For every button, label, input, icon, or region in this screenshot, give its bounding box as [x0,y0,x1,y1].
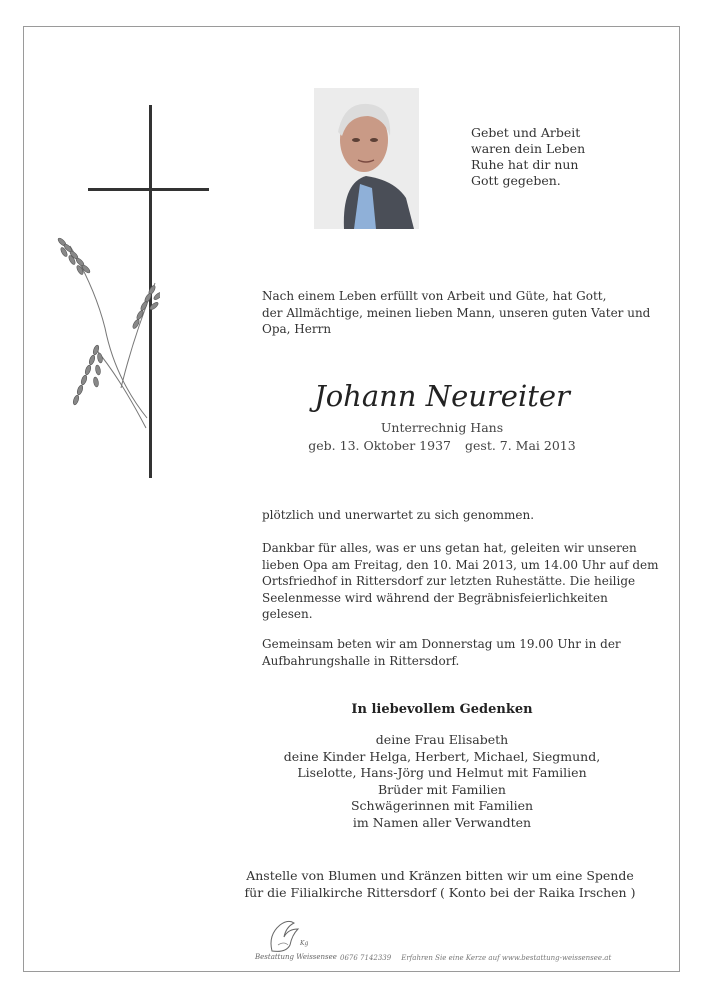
family-line: Liselotte, Hans-Jörg und Helmut mit Familien [297,765,587,780]
paragraph-line: gelesen. [262,607,313,621]
deceased-nickname: Unterrechnig Hans [380,420,504,435]
verse-line: Gott gegeben. [471,173,561,188]
intro-line: der Allmächtige, meinen lieben Mann, unseren guten Vater und [262,305,651,320]
family-line: Brüder mit Familien [378,781,506,797]
paragraph-line: lieben Opa am Freitag, den 10. Mai 2013, um 14.00 Uhr auf dem [262,557,659,572]
donation-line: Anstelle von Blumen und Kränzen bitten wir um eine Spende [246,868,634,883]
cross-bar [88,188,209,191]
paragraph-line: Seelenmesse wird während der Begräbnisfeierlichkeiten [262,590,608,605]
logo-sub: Kg [300,940,309,947]
life-dates [262,438,622,453]
verse [471,125,585,189]
bird-logo-icon [258,915,318,957]
paragraph-2 [262,540,659,623]
donation-note [240,867,640,901]
paragraph-line: plötzlich und unerwartet zu sich genommen. [262,508,535,522]
footer-phone: 0676 7142339 [340,954,392,962]
paragraph-line: Aufbahrungshalle in Rittersdorf. [262,653,460,668]
death-date: gest. 7. Mai 2013 [465,438,576,453]
donation-line: für die Filialkirche Rittersdorf ( Konto bei der Raika Irschen ) [244,885,636,900]
paragraph-line: Gemeinsam beten wir am Donnerstag um 19.00 Uhr in der [262,637,621,651]
family-line: im Namen aller Verwandten [352,814,532,830]
wheat-icon [50,228,160,448]
verse-line: Gebet und Arbeit [471,125,581,140]
paragraph-line: Ortsfriedhof in Rittersdorf zur letzten Ruhestätte. Die heilige [262,574,636,588]
footer-info [340,954,611,962]
paragraph-3 [262,636,652,669]
portrait-photo [314,88,419,229]
logo-text: Bestattung Weissensee [255,953,337,961]
intro-text [262,288,651,338]
family-line: deine Kinder Helga, Herbert, Michael, Siegmund, [283,748,601,764]
birth-date: geb. 13. Oktober 1937 [308,438,451,453]
verse-line: Ruhe hat dir nun [471,157,579,172]
family-list [262,732,622,831]
family-line: Schwägerinnen mit Familien [350,798,534,813]
paragraph-line: Dankbar für alles, was er uns getan hat, geleiten wir unseren [262,541,637,555]
memory-title: In liebevollem Gedenken [351,702,533,717]
family-line: deine Frau Elisabeth [375,732,509,747]
deceased-name: Johann Neureiter [314,379,570,413]
intro-line: Opa, Herrn [262,322,332,336]
portrait-icon [314,88,419,229]
footer-website[interactable]: Erfahren Sie eine Kerze auf www.bestattung-weissensee.at [401,954,612,962]
intro-line: Nach einem Leben erfüllt von Arbeit und Güte, hat Gott, [262,289,607,303]
verse-line: waren dein Leben [471,141,586,156]
paragraph-1 [262,507,652,524]
